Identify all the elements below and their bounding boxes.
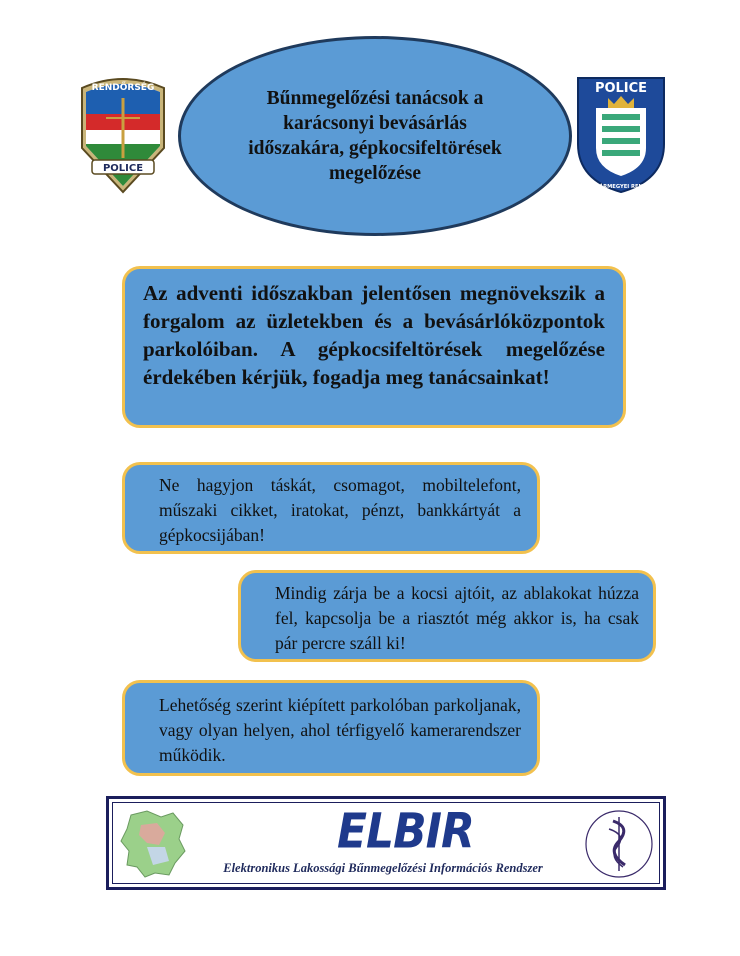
elbir-banner: [106, 796, 666, 890]
intro-box: [122, 266, 626, 428]
banner-subtitle: Elektronikus Lakossági Bűnmegelőzési Információs Rendszer: [223, 861, 543, 875]
tip-text-2: Mindig zárja be a kocsi ajtóit, az ablakokat húzza fel, kapcsolja be a riasztót még akkor is, ha csak pár percre száll ki!: [275, 583, 639, 653]
page-title: Bűnmegelőzési tanácsok a karácsonyi bevásárlás időszakára, gépkocsifeltörések megelőzése: [248, 88, 502, 184]
bunmegelozesi-seal: [579, 807, 659, 881]
left-badge-bottom-text: POLICE: [102, 163, 144, 174]
bekes-police-badge: [574, 68, 668, 194]
tip-box-2: [238, 570, 656, 662]
tip-text-3: Lehetőség szerint kiépített parkolóban parkoljanak, vagy olyan helyen, ahol térfigyelő kamerarendszer működik.: [159, 695, 521, 765]
tip-box-3: [122, 680, 540, 776]
tip-box-1: [122, 462, 540, 554]
rendorseg-police-badge: [76, 70, 170, 194]
county-map-icon: [117, 807, 191, 881]
right-badge-ring-text: BÉKÉS VÁRMEGYEI RENDŐRSÉG: [574, 184, 668, 190]
right-badge-top-text: POLICE: [594, 81, 648, 96]
header-ellipse: [178, 36, 572, 236]
intro-text: Az adventi időszakban jelentősen megnövekszik a forgalom az üzletekben és a bevásárlóközpontok parkolóiban. A gépkocsifeltörések megelőzése érdekében kérjük, fogadja meg tanácsainkat!: [143, 281, 605, 389]
banner-title: ELBIR: [337, 803, 474, 860]
left-badge-top-text: RENDŐRSÉG: [91, 83, 155, 93]
tip-text-1: Ne hagyjon táskát, csomagot, mobiltelefont, műszaki cikket, iratokat, pénzt, bankkártyát a gépkocsijában!: [159, 475, 521, 545]
